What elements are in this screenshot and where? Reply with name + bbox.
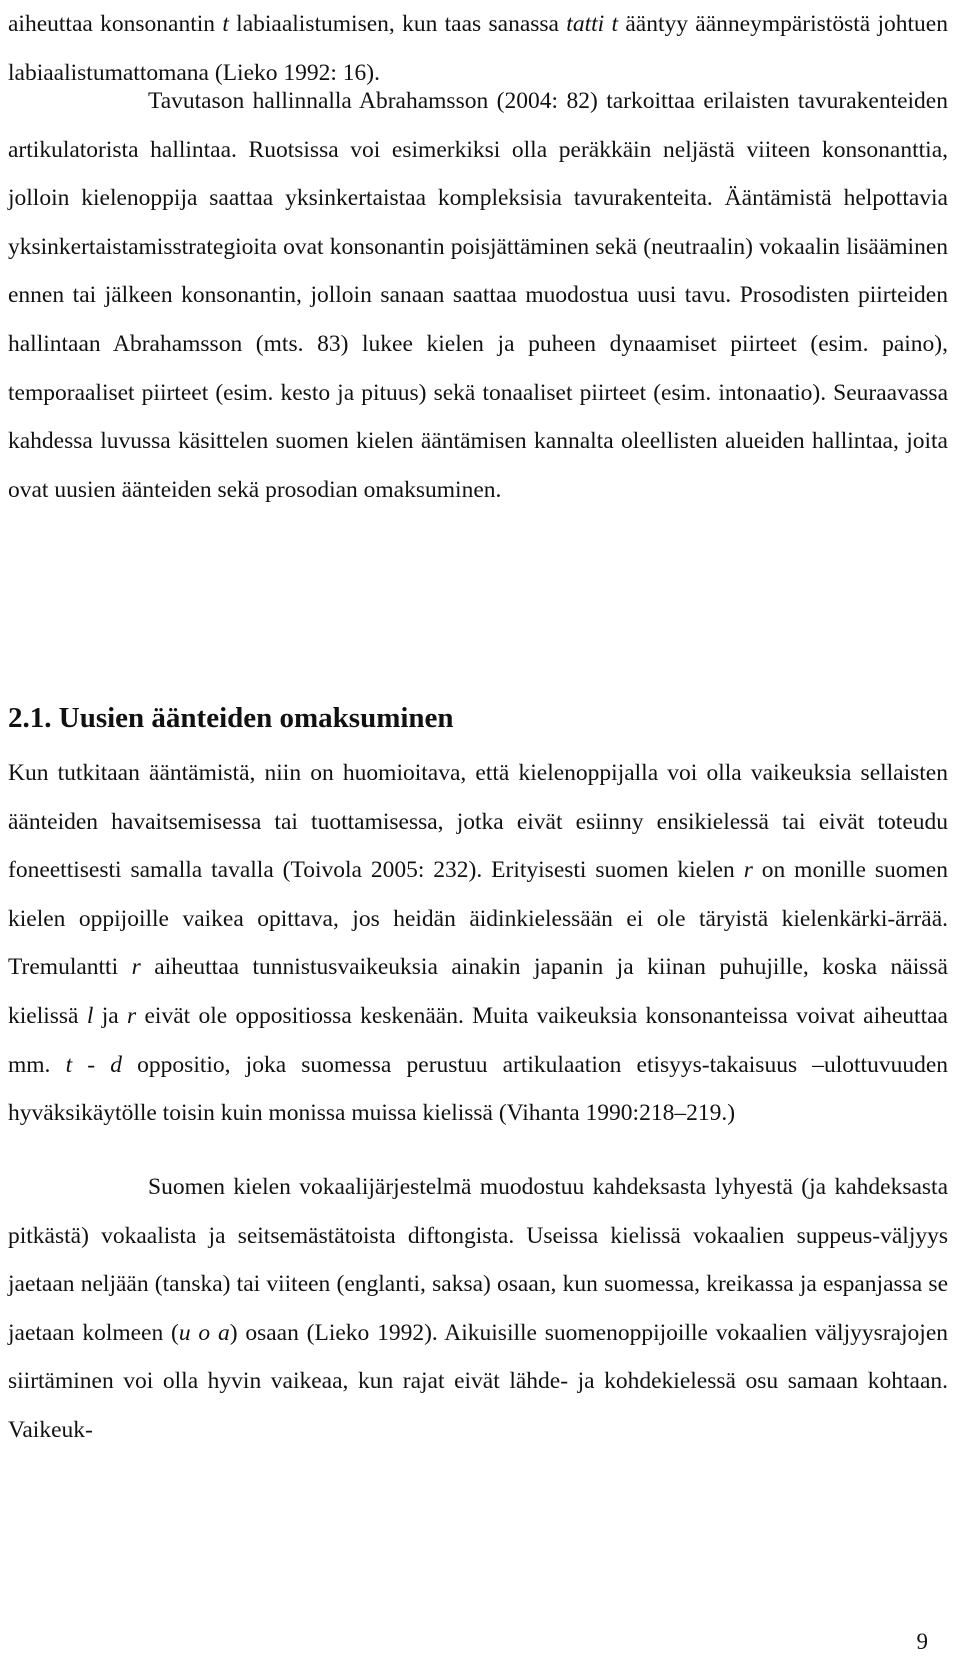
paragraph-3-text-4: ja [93,1002,127,1029]
paragraph-4-text-2: ) osaan (Lieko 1992). Aikuisille suomenoppijoille vokaalien väljyysrajojen siirtäminen voi olla hyvin vaikeaa, kun rajat eivät lähde- ja kohdekielessä osu samaan kohtaan. Vaikeuk- [8,1319,949,1443]
paragraph-3-italic-5: t - d [65,1051,123,1078]
paragraph-2: Tavutason hallinnalla Abrahamsson (2004: 82) tarkoittaa erilaisten tavurakenteiden artikulatorista hallintaa. Ruotsissa voi esimerkiksi olla peräkkäin neljästä viiteen konsonanttia, jolloin kielenoppija saattaa yksinkertaistaa kompleksisia tavurakenteita. Ääntämistä helpottavia yksinkertaistamisstrategioita ovat konsonantin poisjättäminen sekä (neutraalin) vokaalin lisääminen ennen tai jälkeen konsonantin, jolloin sanaan saattaa muodostua uusi tavu. Prosodisten piirteiden hallintaan Abrahamsson (mts. 83) lukee kielen ja puheen dynaamiset piirteet (esim. paino), temporaaliset piirteet (esim. kesto ja pituus) sekä tonaaliset piirteet (esim. intonaatio). Seuraavassa kahdessa luvussa käsittelen suomen kielen ääntämisen kannalta oleellisten alueiden hallintaa, joita ovat uusien äänteiden sekä prosodian omaksuminen. [8,88,948,503]
paragraph-3-text-2: on monille suomen kielen oppijoille vaikea opittava, jos heidän äidinkielessään ei ole täryistä kielenkärki-ärrää. Tremulantti [8,857,948,981]
paragraph-3-text-6: oppositio, joka suomessa perustuu artikulaation etisyys-takaisuus –ulottuvuuden hyväksikäytölle toisin kuin monissa muissa kielissä (Vihanta 1990:218–219.) [8,1051,949,1127]
paragraph-4-italic-1: u o a [178,1319,230,1346]
section-heading: 2.1. Uusien äänteiden omaksuminen [8,702,454,734]
paragraph-1-text-3: ääntyy äänneympäristöstä johtuen labiaalistumattomana (Lieko 1992: 16). [8,11,948,86]
paragraph-3-italic-2: r [131,954,141,981]
paragraph-3-text-1: Kun tutkitaan ääntämistä, niin on huomioitava, että kielenoppijalla voi olla vaikeuksia sellaisten äänteiden havaitsemisessa tai tuottamisessa, jotka eivät esiinny ensikielessä tai eivät toteudu foneettisesti samalla tavalla (Toivola 2005: 232). Erityisesti suomen kielen [8,760,948,884]
paragraph-3-text-3: aiheuttaa tunnistusvaikeuksia ainakin japanin ja kiinan puhujille, koska näissä kielissä [8,954,948,1029]
paragraph-3-italic-1: r [743,857,753,884]
paragraph-1-text-1: aiheuttaa konsonantin [8,11,223,37]
paragraph-3-italic-3: l [86,1002,94,1029]
paragraph-1-text-2: labiaalistumisen, kun taas sanassa [228,11,567,37]
paragraph-1-italic-2: tatti t [566,11,619,37]
paragraph-4 [8,1163,948,1455]
paragraph-1-italic-1: t [222,11,229,37]
paragraph-3 [8,749,948,1138]
page-number: 9 [916,1629,928,1654]
paragraph-4-text-1: Suomen kielen vokaalijärjestelmä muodostuu kahdeksasta lyhyestä (ja kahdeksasta pitkästä) vokaalista ja seitsemästätoista diftongista. Useissa kielissä vokaalien suppeus-väljyys jaetaan neljään (tanska) tai viiteen (englanti, saksa) osaan, kun suomessa, kreikassa ja espanjassa se jaetaan kolmeen ( [8,1174,948,1346]
paragraph-3-italic-4: r [127,1002,137,1029]
paragraph-3-text-5: eivät ole oppositiossa keskenään. Muita vaikeuksia konsonanteissa voivat aiheuttaa mm. [8,1002,948,1078]
